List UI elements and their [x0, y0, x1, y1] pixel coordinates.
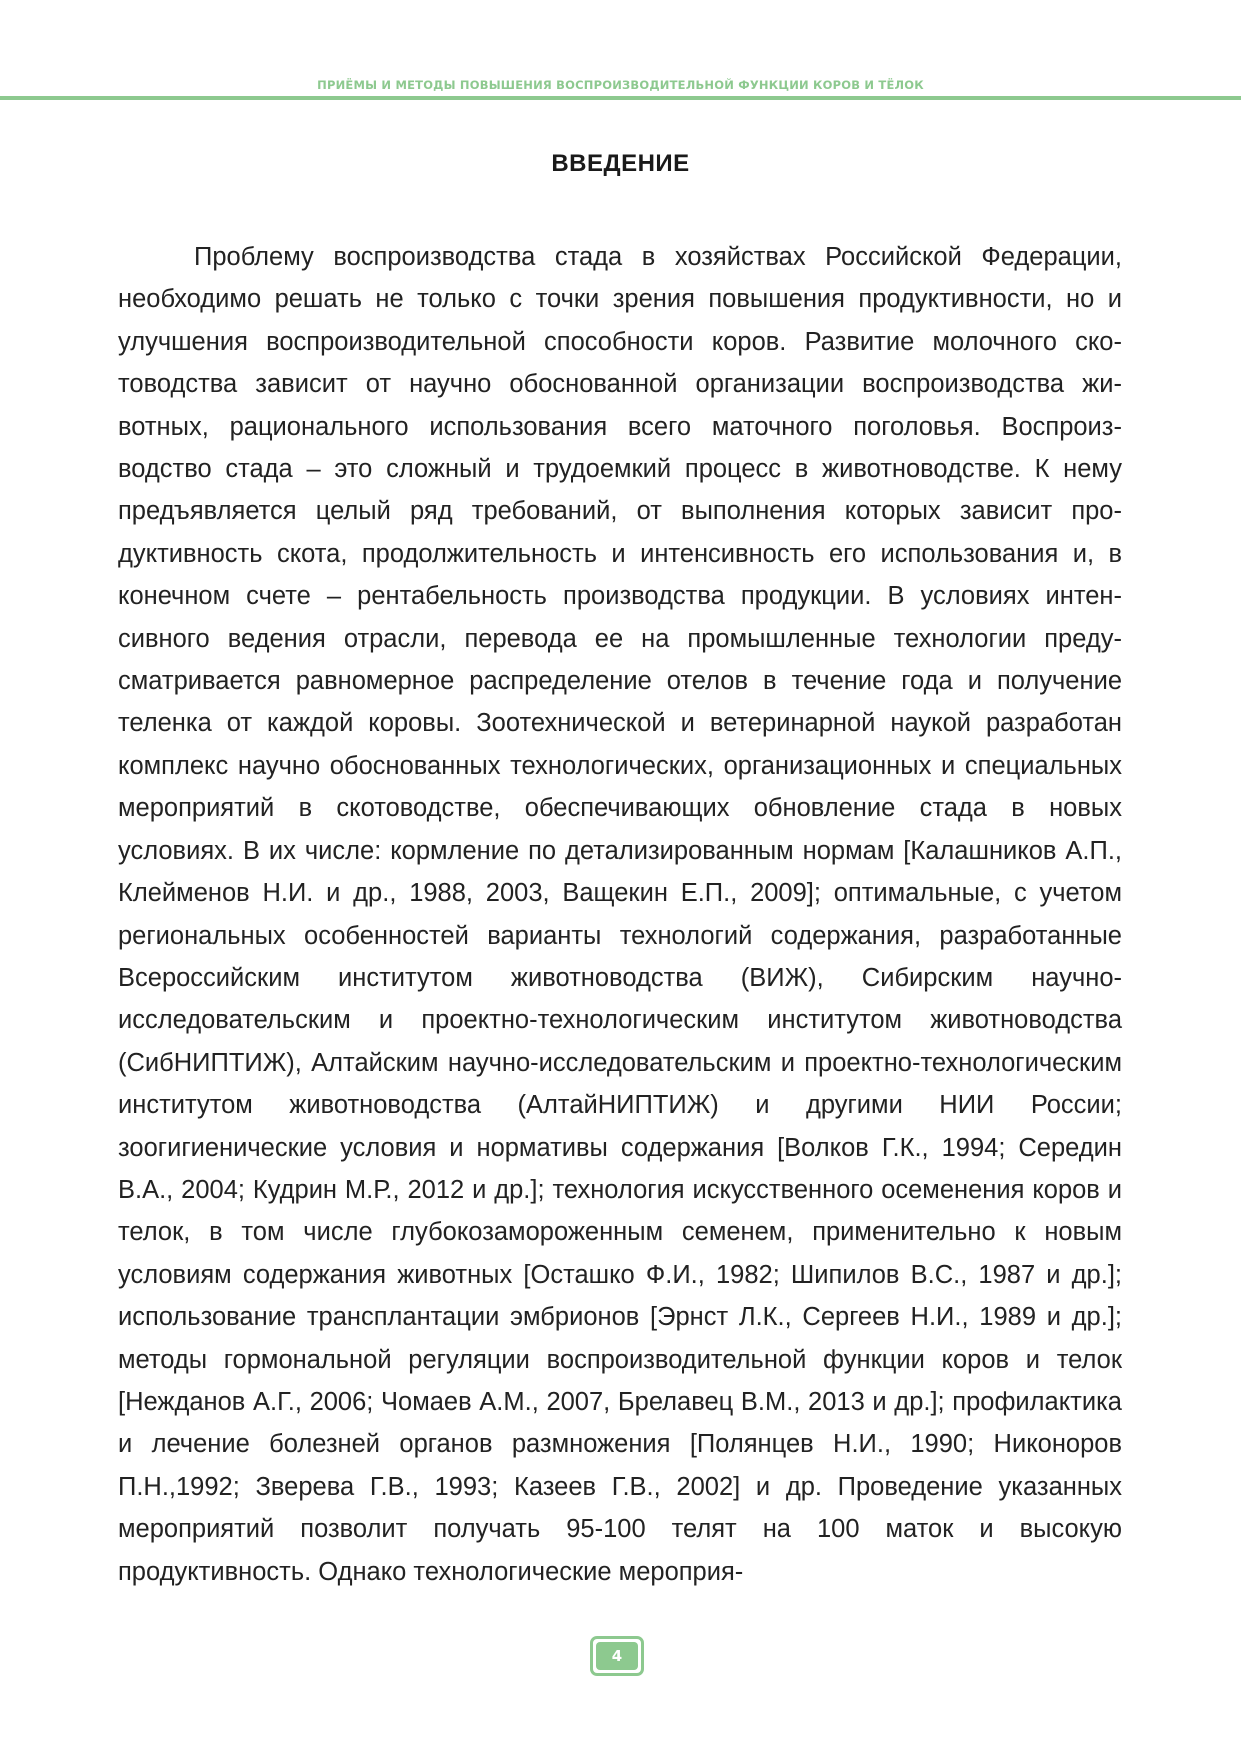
page-number-badge: [590, 1636, 644, 1676]
body-paragraph: Проблему воспроизводства стада в хозяйствах Российской Федерации, необходимо решать не только с точки зрения повышения продуктивности, но и улучшения воспроизводительной способности коров. Развитие молочного скотоводства зависит от научно обоснованной организации воспроизводства животных, рационального использования всего маточного поголовья. Воспроизводство стада – это сложный и трудоемкий процесс в животноводстве. К нему предъявляется целый ряд требований, от выполнения которых зависит продуктивность скота, продолжительность и интенсивность его использования и, в конечном счете – рентабельность производства продукции. В условиях интенсивного ведения отрасли, перевода ее на промышленные технологии предусматривается равномерное распределение отелов в течение года и получение теленка от каждой коровы. Зоотехнической и ветеринарной наукой разработан комплекс научно обоснованных технологических, организационных и специальных мероприятий в скотоводстве, обеспечивающих обновление стада в новых условиях. В их числе: кормление по детализированным нормам [Калашников А.П., Клейменов Н.И. и др., 1988, 2003, Ващекин Е.П., 2009]; оптимальные, с учетом региональных особенностей варианты технологий содержания, разработанные Всероссийским институтом животноводства (ВИЖ), Сибирским научно-исследовательским и проектно-технологическим институтом животноводства (СибНИПТИЖ), Алтайским научно-исследовательским и проектно-технологическим институтом животноводства (АлтайНИПТИЖ) и другими НИИ России; зоогигиенические условия и нормативы содержания [Волков Г.К., 1994; Середин В.А., 2004; Кудрин М.Р., 2012 и др.]; технология искусственного осеменения коров и телок, в том числе глубокозамороженным семенем, применительно к новым условиям содержания животных [Осташко Ф.И., 1982; Шипилов В.С., 1987 и др.]; использование трансплантации эмбрионов [Эрнст Л.К., Сергеев Н.И., 1989 и др.]; методы гормональной регуляции воспроизводительной функции коров и телок [Нежданов А.Г., 2006; Чомаев А.М., 2007, Брелавец В.М., 2013 и др.]; профилактика и лечение болезней органов размножения [Полянцев Н.И., 1990; Никоноров П.Н.,1992; Зверева Г.В., 1993; Казеев Г.В., 2002] и др. Проведение указанных мероприятий позволит получать 95-100 телят на 100 маток и высокую продуктивность. Однако технологические мероприя-: [118, 243, 1122, 1586]
running-header: ПРИЁМЫ И МЕТОДЫ ПОВЫШЕНИЯ ВОСПРОИЗВОДИТЕЛЬНОЙ ФУНКЦИИ КОРОВ И ТЁЛОК: [317, 78, 924, 92]
page-number: 4: [596, 1642, 638, 1670]
header-divider: [0, 96, 1241, 100]
section-title: ВВЕДЕНИЕ: [551, 150, 690, 177]
